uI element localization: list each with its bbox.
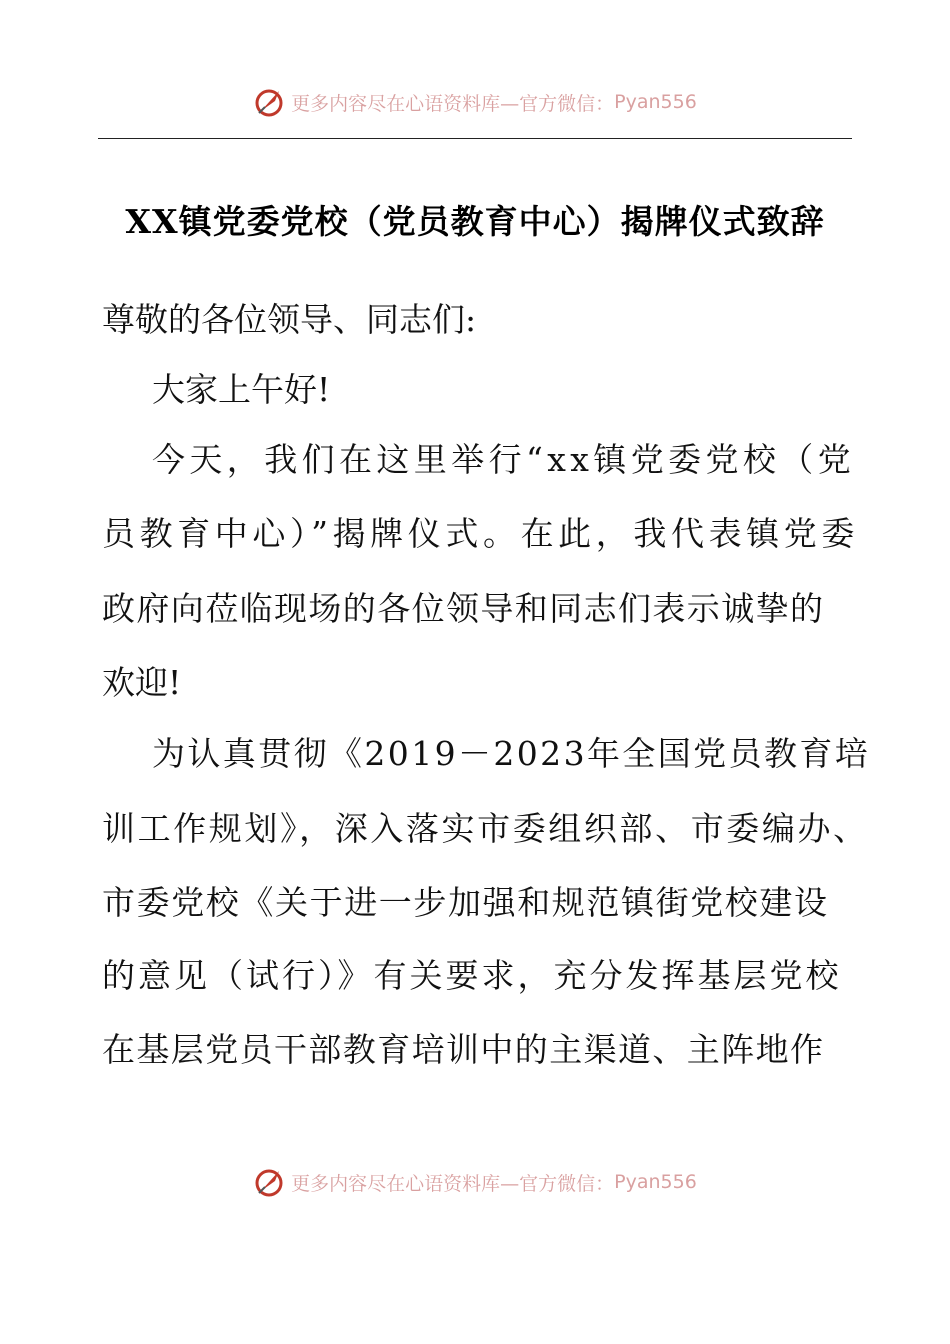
header-rule: [98, 138, 852, 139]
header-banner: [0, 82, 950, 122]
salutation-line: 尊敬的各位领导、同志们:: [102, 300, 477, 339]
document-title: XX镇党委党校（党员教育中心）揭牌仪式致辞: [125, 202, 825, 241]
body-line: 训工作规划》，深入落实市委组织部、市委编办、: [102, 809, 869, 848]
body-line: 为认真贯彻《2019－2023年全国党员教育培: [152, 734, 871, 773]
footer-banner-text: 更多内容尽在心语资料库—官方微信：: [291, 1172, 615, 1195]
quill-circle-logo-icon: [253, 85, 287, 119]
body-line: 在基层党员干部教育培训中的主渠道、主阵地作: [102, 1030, 825, 1069]
footer-banner-contact: Pyan556: [614, 1171, 697, 1193]
body-line: 的意见（试行）》有关要求，充分发挥基层党校: [102, 956, 842, 995]
quill-circle-logo-icon: [253, 1165, 287, 1199]
body-line: 市委党校《关于进一步加强和规范镇街党校建设: [102, 883, 829, 922]
body-line: 员教育中心）”揭牌仪式。在此，我代表镇党委: [102, 514, 859, 553]
body-line: 今天，我们在这里举行“xx镇党委党校（党: [152, 440, 856, 479]
footer-banner: [0, 1162, 950, 1202]
greeting-line: 大家上午好!: [152, 370, 331, 409]
header-banner-contact: Pyan556: [614, 91, 697, 113]
body-line: 政府向莅临现场的各位领导和同志们表示诚挚的: [102, 589, 825, 628]
body-line: 欢迎!: [102, 663, 182, 702]
header-banner-text: 更多内容尽在心语资料库—官方微信：: [291, 92, 615, 115]
